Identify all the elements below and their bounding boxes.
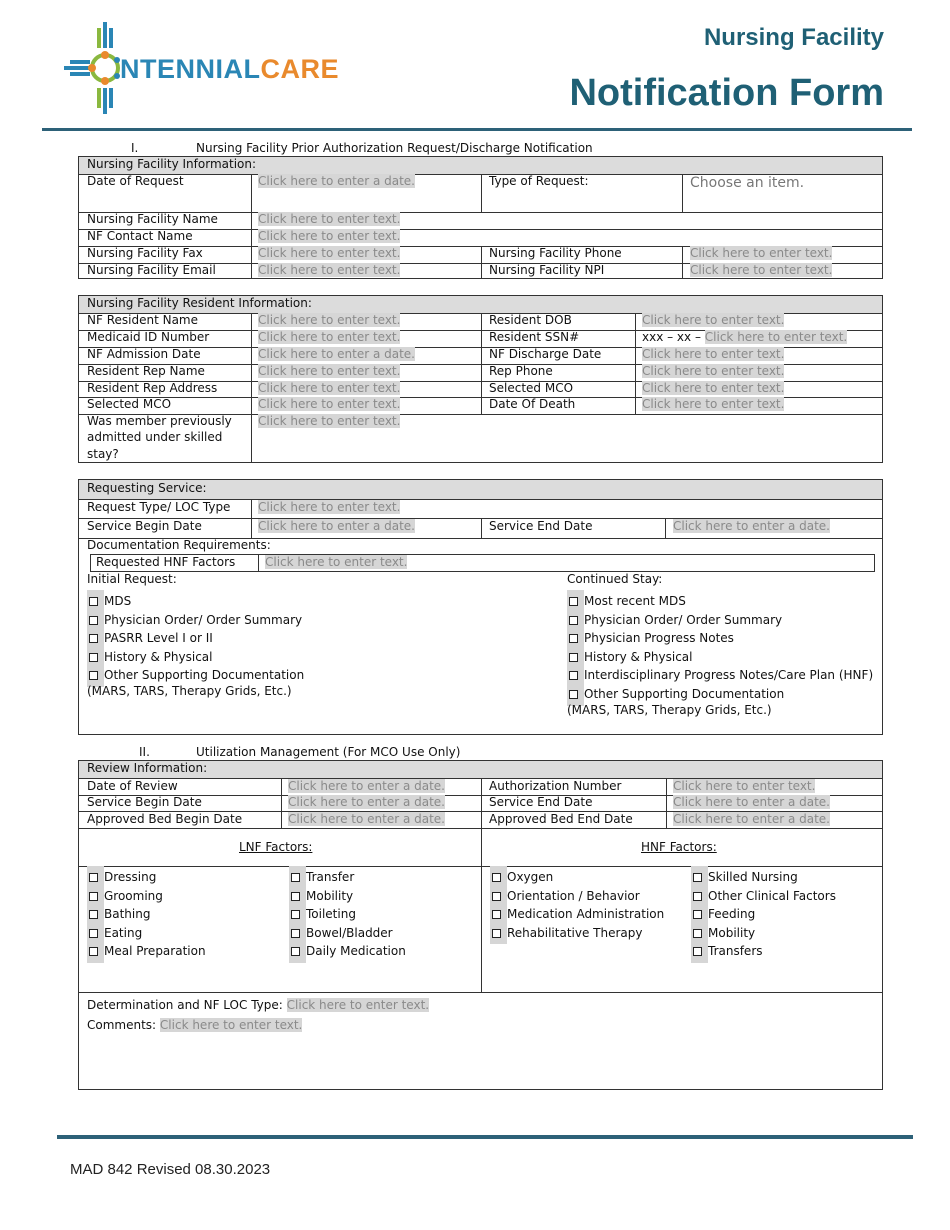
section1-number: I. (131, 141, 139, 155)
skilled-stay-label-line1: Was member previously (87, 414, 232, 428)
lnf-mobility[interactable]: Mobility (289, 885, 406, 904)
checkbox[interactable] (693, 873, 702, 882)
initial-request-checklist (87, 590, 304, 702)
checkbox[interactable] (89, 671, 98, 680)
date-of-death-input[interactable]: Click here to enter text. (642, 397, 785, 411)
resident-dob-input[interactable]: Click here to enter text. (642, 313, 785, 327)
admission-date-label: NF Admission Date (87, 347, 201, 361)
auth-number-input[interactable]: Click here to enter text. (673, 779, 816, 793)
resident-ssn-label: Resident SSN# (489, 330, 580, 344)
continued-stay-checklist (567, 590, 873, 720)
hnf-feeding[interactable]: Feeding (691, 903, 836, 922)
hnf-transfers[interactable]: Transfers (691, 940, 836, 959)
selected-mco-label: Selected MCO (87, 397, 172, 411)
nf-fax-label: Nursing Facility Fax (87, 246, 203, 260)
lnf-grooming[interactable]: Grooming (87, 885, 206, 904)
request-type-label: Request Type/ LOC Type (87, 500, 231, 514)
lnf-transfer[interactable]: Transfer (289, 866, 406, 885)
nf-npi-input[interactable]: Click here to enter text. (690, 263, 833, 277)
date-of-request-label: Date of Request (87, 174, 184, 188)
determination-label: Determination and NF LOC Type: (87, 998, 283, 1012)
hnf-factors-input[interactable]: Click here to enter text. (265, 555, 408, 569)
footer-revision: MAD 842 Revised 08.30.2023 (70, 1161, 271, 1178)
nf-email-input[interactable]: Click here to enter text. (258, 263, 401, 277)
hnf-skilled-nursing[interactable]: Skilled Nursing (691, 866, 836, 885)
lnf-toileting[interactable]: Toileting (289, 903, 406, 922)
nf-phone-label: Nursing Facility Phone (489, 246, 622, 260)
service-begin-label: Service Begin Date (87, 519, 202, 533)
auth-number-label: Authorization Number (489, 779, 622, 793)
initial-item-other-docs[interactable]: Other Supporting Documentation (87, 664, 304, 683)
hnf-rehab-therapy[interactable]: Rehabilitative Therapy (490, 922, 664, 941)
checkbox[interactable] (569, 634, 578, 643)
review-end-label: Service End Date (489, 795, 593, 809)
checkbox[interactable] (89, 910, 98, 919)
comments-input[interactable]: Click here to enter text. (159, 1018, 303, 1032)
checkbox[interactable] (291, 929, 300, 938)
discharge-date-input[interactable]: Click here to enter text. (642, 347, 785, 361)
comments-label: Comments: (87, 1018, 157, 1032)
nf-name-label: Nursing Facility Name (87, 212, 218, 226)
bed-begin-input[interactable]: Click here to enter a date. (288, 812, 445, 826)
determination-input[interactable]: Click here to enter text. (286, 998, 430, 1012)
lnf-meal-prep[interactable]: Meal Preparation (87, 940, 206, 959)
admission-date-input[interactable]: Click here to enter a date. (258, 347, 415, 361)
resident-name-label: NF Resident Name (87, 313, 198, 327)
checkbox[interactable] (89, 616, 98, 625)
centennial-care-logo (62, 20, 362, 120)
checkbox[interactable] (89, 634, 98, 643)
lnf-bathing[interactable]: Bathing (87, 903, 206, 922)
hnf-factors-heading: HNF Factors: (641, 840, 717, 854)
lnf-eating[interactable]: Eating (87, 922, 206, 941)
checkbox[interactable] (291, 873, 300, 882)
skilled-stay-label-line3: stay? (87, 447, 119, 461)
lnf-daily-medication[interactable]: Daily Medication (289, 940, 406, 959)
rep-address-input[interactable]: Click here to enter text. (258, 381, 401, 395)
hnf-mobility[interactable]: Mobility (691, 922, 836, 941)
initial-note: (MARS, TARS, Therapy Grids, Etc.) (87, 683, 292, 698)
review-heading: Review Information: (87, 761, 208, 775)
initial-request-heading: Initial Request: (87, 572, 177, 586)
continued-item-idt-notes[interactable]: Interdisciplinary Progress Notes/Care Plan (HNF) (567, 664, 873, 683)
initial-item-history-physical[interactable]: History & Physical (87, 646, 304, 665)
header-divider (42, 128, 912, 131)
nf-phone-input[interactable]: Click here to enter text. (690, 246, 833, 260)
checkbox[interactable] (492, 910, 501, 919)
hnf-orientation[interactable]: Orientation / Behavior (490, 885, 664, 904)
review-begin-input[interactable]: Click here to enter a date. (288, 795, 445, 809)
skilled-stay-input[interactable]: Click here to enter text. (258, 414, 401, 428)
checkbox[interactable] (693, 947, 702, 956)
hnf-col1 (490, 866, 664, 940)
checkbox[interactable] (569, 690, 578, 699)
logo-wordmark: NTENNIALCARE (120, 54, 340, 84)
rep-phone-input[interactable]: Click here to enter text. (642, 364, 785, 378)
date-of-death-label: Date Of Death (489, 397, 576, 411)
section2-number: II. (139, 745, 150, 759)
continued-note: (MARS, TARS, Therapy Grids, Etc.) (567, 702, 772, 717)
selected-mco-right-label: Selected MCO (489, 381, 574, 395)
nf-contact-input[interactable]: Click here to enter text. (258, 229, 401, 243)
checkbox[interactable] (569, 597, 578, 606)
rep-address-label: Resident Rep Address (87, 381, 218, 395)
continued-item-physician-order[interactable]: Physician Order/ Order Summary (567, 609, 873, 628)
nf-fax-input[interactable]: Click here to enter text. (258, 246, 401, 260)
requesting-service-heading: Requesting Service: (87, 481, 207, 495)
bed-end-input[interactable]: Click here to enter a date. (673, 812, 830, 826)
checkbox[interactable] (492, 873, 501, 882)
checkbox[interactable] (291, 947, 300, 956)
type-of-request-select[interactable]: Choose an item. (690, 175, 805, 191)
medicaid-id-input[interactable]: Click here to enter text. (258, 330, 401, 344)
request-type-input[interactable]: Click here to enter text. (258, 500, 401, 514)
checkbox[interactable] (693, 910, 702, 919)
resident-info-heading: Nursing Facility Resident Information: (87, 296, 312, 310)
checkbox[interactable] (291, 892, 300, 901)
bed-begin-label: Approved Bed Begin Date (87, 812, 243, 826)
continued-item-other-docs[interactable]: Other Supporting Documentation (567, 683, 873, 702)
page-title: Notification Form (569, 72, 884, 114)
lnf-factors-heading: LNF Factors: (239, 840, 313, 854)
hnf-col2 (691, 866, 836, 959)
continued-stay-heading: Continued Stay: (567, 572, 663, 586)
selected-mco-input[interactable]: Click here to enter text. (258, 397, 401, 411)
hnf-medication-admin[interactable]: Medication Administration (490, 903, 664, 922)
review-end-input[interactable]: Click here to enter a date. (673, 795, 830, 809)
checkbox[interactable] (89, 653, 98, 662)
checkbox[interactable] (89, 892, 98, 901)
checkbox[interactable] (291, 910, 300, 919)
bed-end-label: Approved Bed End Date (489, 812, 633, 826)
nf-name-input[interactable]: Click here to enter text. (258, 212, 401, 226)
checkbox[interactable] (492, 892, 501, 901)
resident-ssn-input[interactable]: Click here to enter text. (704, 330, 848, 344)
doc-requirements-label: Documentation Requirements: (87, 538, 271, 552)
initial-item-mds[interactable]: MDS (87, 590, 304, 609)
date-of-review-input[interactable]: Click here to enter a date. (288, 779, 445, 793)
service-begin-input[interactable]: Click here to enter a date. (258, 519, 415, 533)
checkbox[interactable] (89, 947, 98, 956)
selected-mco-right-input[interactable]: Click here to enter text. (642, 381, 785, 395)
nf-contact-label: NF Contact Name (87, 229, 193, 243)
hnf-other-clinical[interactable]: Other Clinical Factors (691, 885, 836, 904)
discharge-date-label: NF Discharge Date (489, 347, 602, 361)
checkbox[interactable] (89, 929, 98, 938)
date-of-review-label: Date of Review (87, 779, 178, 793)
hnf-oxygen[interactable]: Oxygen (490, 866, 664, 885)
header-subtitle: Nursing Facility (703, 24, 884, 51)
lnf-bowel-bladder[interactable]: Bowel/Bladder (289, 922, 406, 941)
rep-phone-label: Rep Phone (489, 364, 553, 378)
checkbox[interactable] (693, 929, 702, 938)
medicaid-id-label: Medicaid ID Number (87, 330, 210, 344)
hnf-factors-label: Requested HNF Factors (96, 555, 236, 569)
continued-item-progress-notes[interactable]: Physician Progress Notes (567, 627, 873, 646)
continued-item-history-physical[interactable]: History & Physical (567, 646, 873, 665)
checkbox[interactable] (569, 671, 578, 680)
review-begin-label: Service Begin Date (87, 795, 202, 809)
checkbox[interactable] (569, 653, 578, 662)
checkbox[interactable] (693, 892, 702, 901)
lnf-col2 (289, 866, 406, 959)
rep-name-label: Resident Rep Name (87, 364, 205, 378)
date-of-request-input[interactable]: Click here to enter a date. (258, 174, 415, 188)
checkbox[interactable] (89, 873, 98, 882)
lnf-dressing[interactable]: Dressing (87, 866, 206, 885)
type-of-request-label: Type of Request: (489, 174, 589, 188)
checkbox[interactable] (492, 929, 501, 938)
footer-divider (57, 1135, 913, 1139)
initial-item-pasrr[interactable]: PASRR Level I or II (87, 627, 304, 646)
service-end-label: Service End Date (489, 519, 593, 533)
lnf-col1 (87, 866, 206, 959)
resident-name-input[interactable]: Click here to enter text. (258, 313, 401, 327)
continued-item-mds[interactable]: Most recent MDS (567, 590, 873, 609)
skilled-stay-label-line2: admitted under skilled (87, 430, 223, 444)
rep-name-input[interactable]: Click here to enter text. (258, 364, 401, 378)
section2-title: Utilization Management (For MCO Use Only) (196, 745, 461, 759)
resident-dob-label: Resident DOB (489, 313, 572, 327)
nf-info-heading: Nursing Facility Information: (87, 157, 257, 171)
section1-title: Nursing Facility Prior Authorization Request/Discharge Notification (196, 141, 593, 155)
checkbox[interactable] (569, 616, 578, 625)
nf-npi-label: Nursing Facility NPI (489, 263, 605, 277)
service-end-input[interactable]: Click here to enter a date. (673, 519, 830, 533)
ssn-prefix: xxx – xx – (642, 330, 701, 344)
nf-email-label: Nursing Facility Email (87, 263, 216, 277)
initial-item-physician-order[interactable]: Physician Order/ Order Summary (87, 609, 304, 628)
checkbox[interactable] (89, 597, 98, 606)
